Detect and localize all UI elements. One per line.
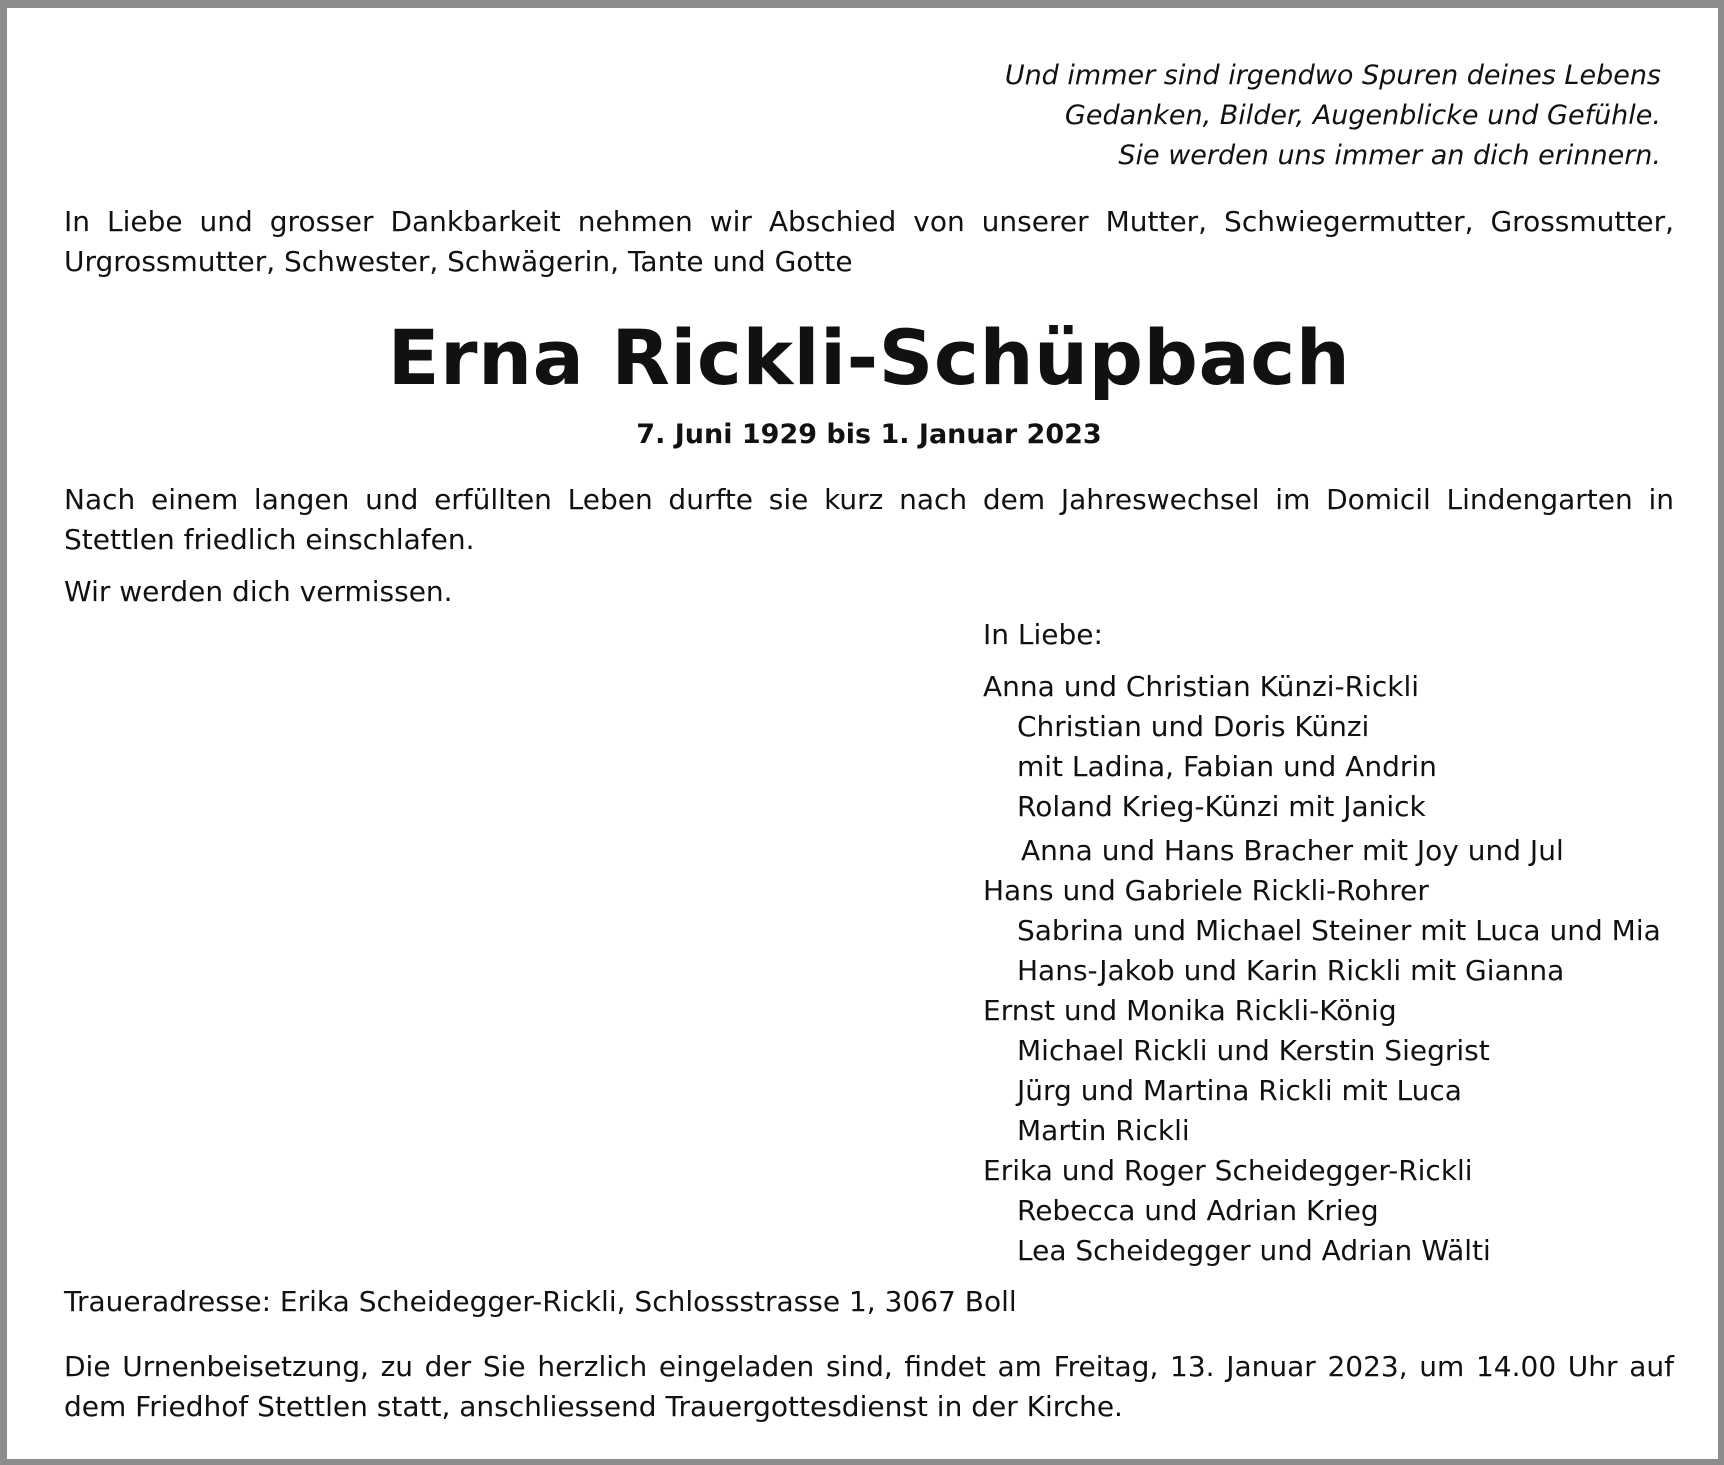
motto-verse [1005,56,1661,176]
family-member-secondary: Hans-Jakob und Karin Rickli mit Gianna [1017,954,1565,987]
family-lines [983,667,1661,1271]
family-member-primary: Ernst und Monika Rickli-König [983,994,1397,1027]
family-list [983,615,1661,1271]
family-member-secondary: Sabrina und Michael Steiner mit Luca und Mia [1017,914,1661,947]
family-member-secondary: Anna und Hans Bracher mit Joy und Jul [1021,834,1564,867]
life-text: Nach einem langen und erfüllten Leben durfte sie kurz nach dem Jahreswechsel im Domicil Lindengarten in Stettlen friedlich einschlafen. [64,483,1674,556]
family-member-secondary: Roland Krieg-Künzi mit Janick [1017,790,1426,823]
motto-line: Sie werden uns immer an dich erinnern. [1118,140,1661,171]
ceremony-text: Die Urnenbeisetzung, zu der Sie herzlich eingeladen sind, findet am Freitag, 13. Januar 2023, um 14.00 Uhr auf dem Friedhof Stettlen statt, anschliessend Trauergottesdienst in der Kirche. [64,1350,1674,1423]
family-member-primary: Anna und Christian Künzi-Rickli [983,670,1420,703]
motto-line: Gedanken, Bilder, Augenblicke und Gefühle. [1064,100,1661,131]
family-member-secondary: mit Ladina, Fabian und Andrin [1017,750,1437,783]
family-member-secondary: Lea Scheidegger und Adrian Wälti [1017,1234,1491,1267]
motto-line: Und immer sind irgendwo Spuren deines Lebens [1004,60,1661,91]
family-member-primary: Erika und Roger Scheidegger-Rickli [983,1154,1473,1187]
family-member-secondary: Rebecca und Adrian Krieg [1017,1194,1379,1227]
family-member-secondary: Martin Rickli [1017,1114,1190,1147]
mourning-address: Traueradresse: Erika Scheidegger-Rickli, Schlossstrasse 1, 3067 Boll [64,1285,1017,1318]
intro-text: In Liebe und grosser Dankbarkeit nehmen wir Abschied von unserer Mutter, Schwiegermutter, Grossmutter, Urgrossmutter, Schwester, Schwägerin, Tante und Gotte [64,205,1674,278]
deceased-name: Erna Rickli-Schüpbach [387,313,1351,402]
family-member-secondary: Jürg und Martina Rickli mit Luca [1017,1074,1462,1107]
family-member-primary: Hans und Gabriele Rickli-Rohrer [983,874,1429,907]
life-dates: 7. Juni 1929 bis 1. Januar 2023 [636,419,1102,450]
miss-text: Wir werden dich vermissen. [64,575,453,608]
family-heading: In Liebe: [983,618,1103,651]
family-member-secondary: Christian und Doris Künzi [1017,710,1370,743]
family-member-secondary: Michael Rickli und Kerstin Siegrist [1017,1034,1490,1067]
